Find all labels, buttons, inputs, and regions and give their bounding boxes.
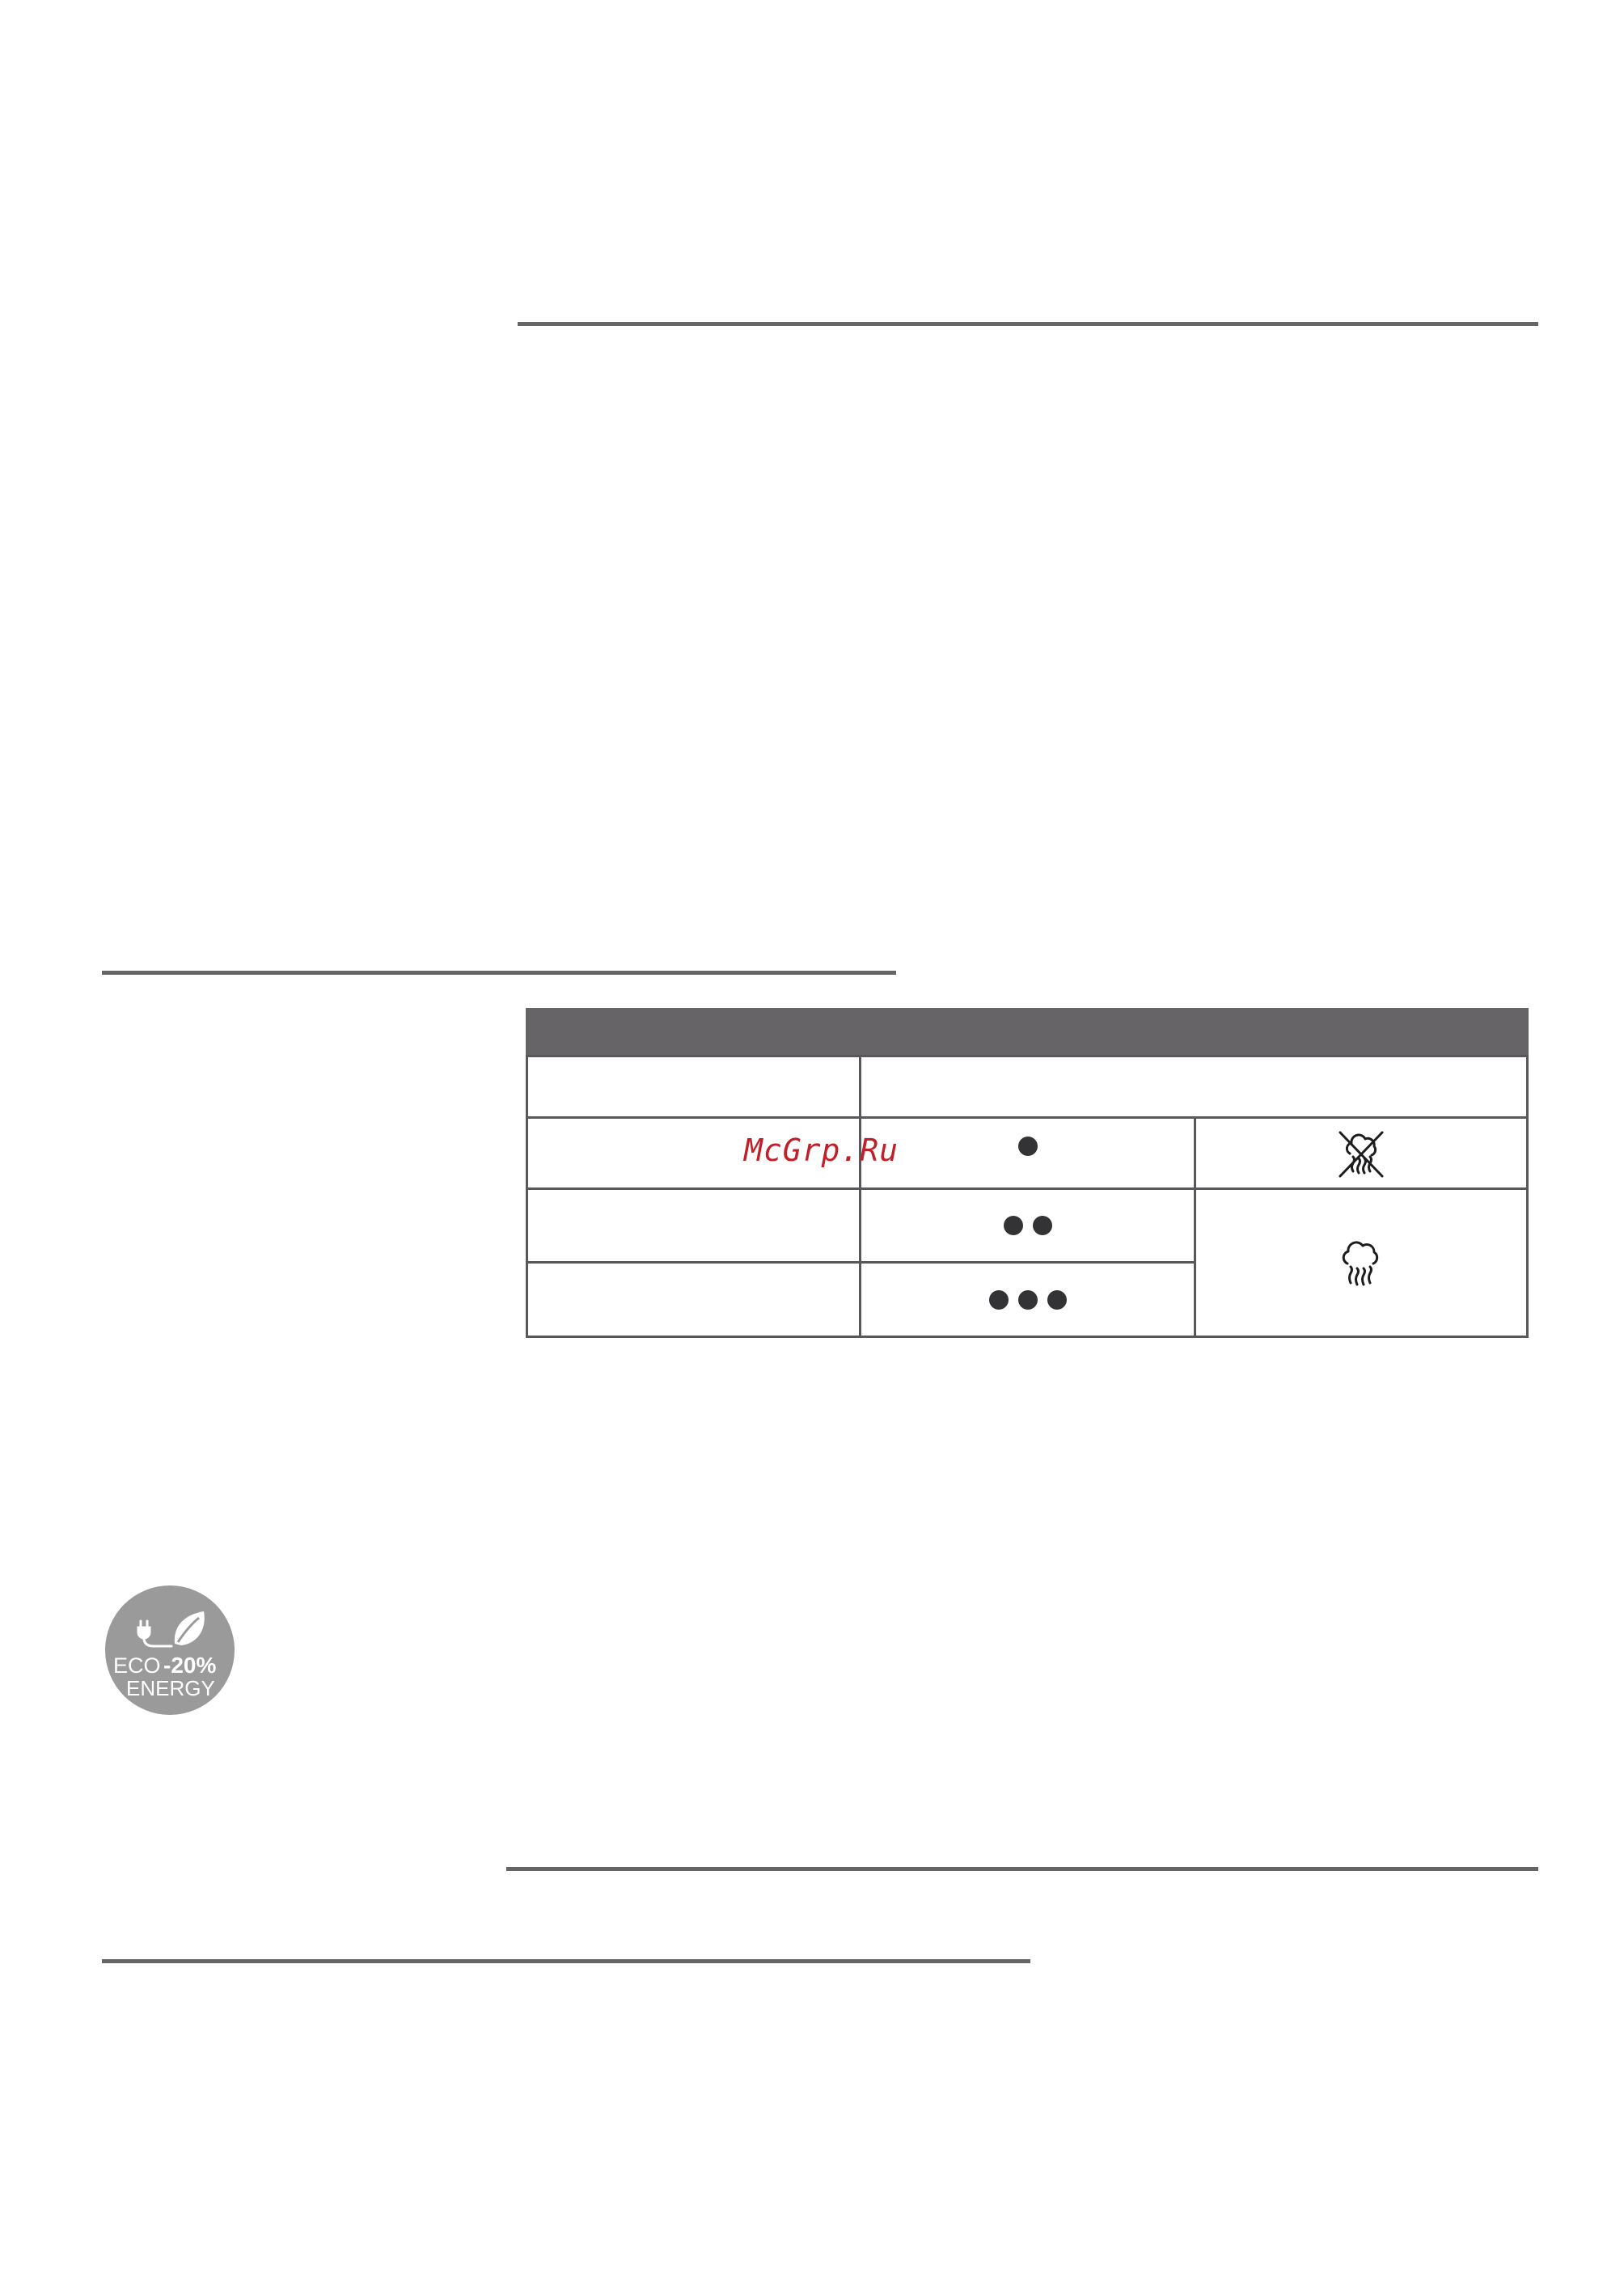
table-cell-dots-row-2	[859, 1187, 1196, 1264]
watermark-text: McGrp.Ru	[744, 1132, 899, 1168]
section-divider-heading-2	[102, 1959, 1030, 1963]
table-cell-dots-row-1	[859, 1116, 1196, 1190]
table-cell-label-row-0	[526, 1055, 861, 1119]
eco-percent: -20%	[163, 1653, 217, 1678]
level-dot	[1018, 1290, 1038, 1310]
level-dot	[989, 1290, 1009, 1310]
level-dot	[1033, 1216, 1052, 1235]
steam-off-icon	[1332, 1124, 1390, 1183]
eco-word: ECO	[113, 1653, 161, 1678]
eco-energy-badge	[104, 1584, 236, 1717]
table-cell-label-row-2	[526, 1187, 861, 1264]
table-cell-steam-on	[1194, 1187, 1529, 1338]
level-dot	[1018, 1137, 1038, 1156]
table-cell-label-row-3	[526, 1261, 861, 1338]
steam-level-table	[526, 1008, 1529, 1338]
table-cell-steam-off	[1194, 1116, 1529, 1190]
level-dot	[1004, 1216, 1023, 1235]
section-divider-heading-1	[102, 971, 896, 975]
section-divider-lower	[506, 1867, 1538, 1871]
level-dots-1	[1018, 1137, 1038, 1156]
table-header-bar	[526, 1008, 1529, 1057]
table-cell-span-row-0	[859, 1055, 1529, 1119]
level-dot	[1047, 1290, 1067, 1310]
table-cell-dots-row-3	[859, 1261, 1196, 1338]
section-divider-top	[518, 322, 1538, 326]
level-dots-2	[1004, 1216, 1052, 1235]
steam-on-icon	[1333, 1233, 1389, 1293]
eco-energy-label: ENERGY	[126, 1676, 215, 1700]
level-dots-3	[989, 1290, 1067, 1310]
